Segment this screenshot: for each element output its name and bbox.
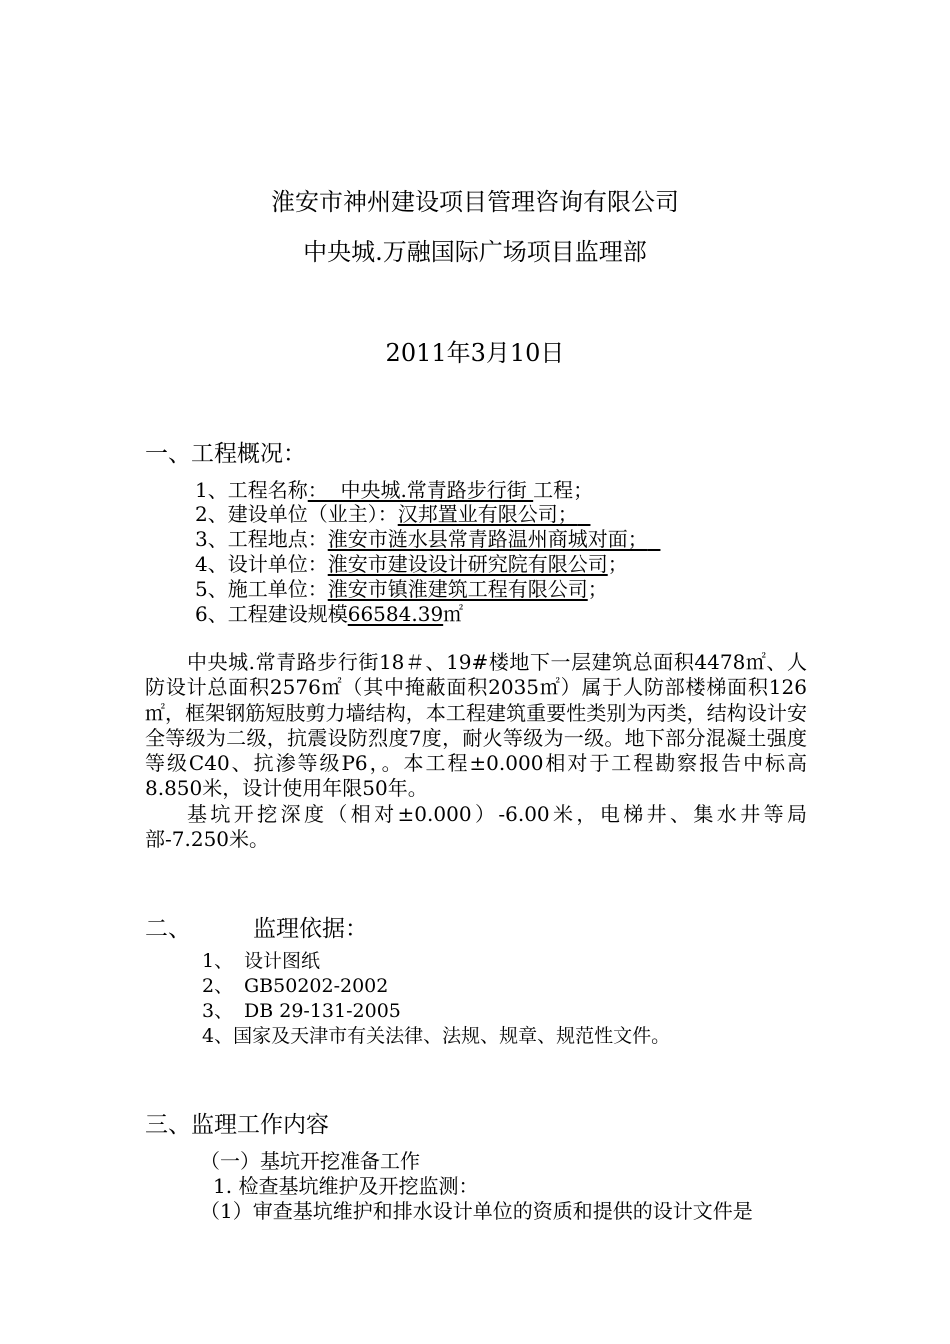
- overview-paragraph-1: 中央城.常青路步行街18＃、19#楼地下一层建筑总面积4478㎡、人防设计总面积2576㎡（其中掩蔽面积2035㎡）属于人防部楼梯面积126㎡，框架钢筋短肢剪力墙结构，本工程建筑重要性类别为丙类，结构设计安全等级为二级，抗震设防烈度7度，耐火等级为一级。地下部分混凝土强度等级C40、抗渗等级P6，。本工程±0.000相对于工程勘察报告中标高8.850米，设计使用年限50年。: [145, 650, 807, 801]
- section-3-title: 三、监理工作内容: [145, 1112, 329, 1138]
- designer-label: 4、设计单位：: [195, 552, 328, 576]
- company-name: 淮安市神州建设项目管理咨询有限公司: [271, 188, 679, 216]
- location-value: 淮安市涟水县常青路温州商城对面；: [327, 527, 648, 551]
- scale-line: [195, 598, 463, 627]
- overview-paragraphs: [145, 650, 807, 852]
- location-label: 3、工程地点：: [195, 527, 328, 551]
- section-2-text: 监理依据：: [253, 916, 368, 942]
- section-3-sub-1: （一）基坑开挖准备工作: [200, 1149, 420, 1173]
- owner-value: 汉邦置业有限公司；: [397, 502, 578, 526]
- contractor-suffix: ；: [587, 577, 608, 601]
- designer-value: 淮安市建设设计研究院有限公司: [327, 552, 608, 576]
- scale-unit: ㎡: [443, 602, 464, 626]
- scale-value: 66584.39: [347, 602, 444, 626]
- overview-paragraph-2: 基坑开挖深度（相对±0.000）-6.00米，电梯井、集水井等局部-7.250米。: [145, 801, 807, 852]
- section-3-sub-2: 1. 检查基坑维护及开挖监测：: [213, 1174, 479, 1198]
- section-3-sub-3: （1）审查基坑维护和排水设计单位的资质和提供的设计文件是: [200, 1199, 753, 1223]
- basis-item-3: 3、 DB 29-131-2005: [202, 1000, 401, 1022]
- contractor-label: 5、施工单位：: [195, 577, 328, 601]
- owner-label: 2、建设单位（业主）：: [195, 502, 398, 526]
- basis-item-2: 2、 GB50202-2002: [202, 975, 389, 997]
- project-name-value: ： 中央城.常青路步行街: [307, 478, 534, 502]
- section-1-title: 一、工程概况：: [145, 441, 306, 467]
- section-2-title: [145, 910, 368, 943]
- project-name-suffix: 工程；: [533, 478, 594, 502]
- contractor-value: 淮安市镇淮建筑工程有限公司: [327, 577, 588, 601]
- document-date: 2011年3月10日: [385, 339, 565, 367]
- scale-label: 6、工程建设规模: [195, 602, 348, 626]
- department-name: 中央城.万融国际广场项目监理部: [303, 238, 647, 266]
- section-2-number: 二、: [145, 916, 191, 942]
- basis-item-4: 4、国家及天津市有关法律、法规、规章、规范性文件。: [202, 1025, 671, 1047]
- basis-item-1: 1、 设计图纸: [202, 950, 321, 972]
- project-name-label: 1、工程名称: [195, 478, 308, 502]
- designer-suffix: ；: [607, 552, 628, 576]
